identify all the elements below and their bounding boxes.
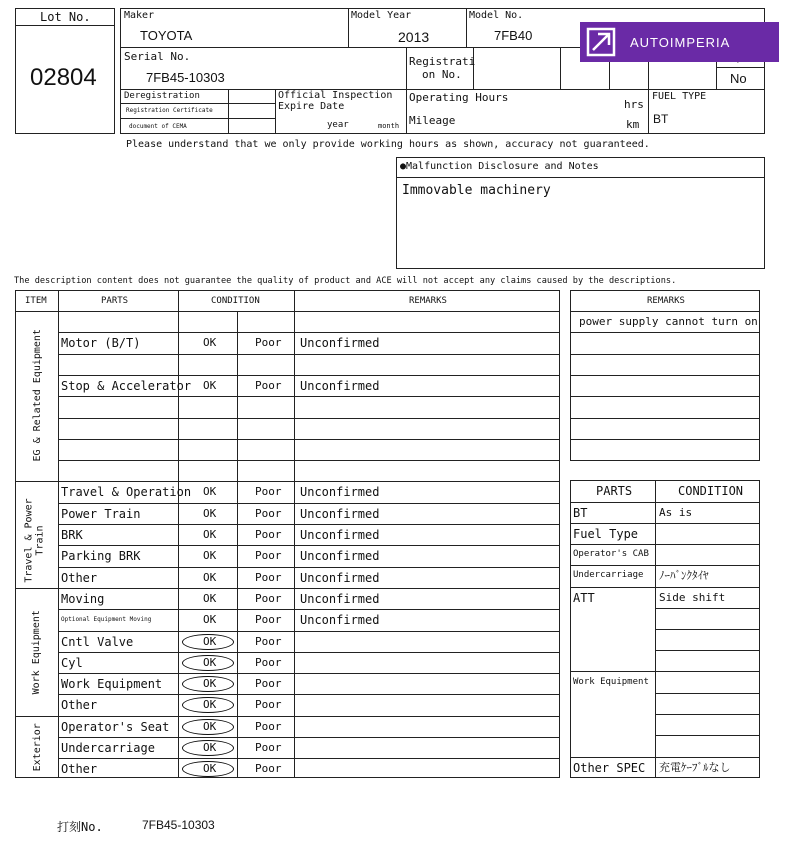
autoimperia-logo — [580, 22, 779, 62]
spec-col-parts: PARTS — [596, 484, 633, 498]
table-row-condition-poor: Poor — [255, 741, 282, 754]
ok-circle-mark — [182, 719, 234, 735]
autoimperia-logo-icon — [586, 27, 616, 57]
table-row-condition-poor: Poor — [255, 613, 282, 626]
table-row-condition-poor: Poor — [255, 720, 282, 733]
spec-divider — [655, 629, 760, 630]
divider — [396, 177, 765, 178]
row-divider — [58, 673, 560, 674]
table-row-condition-ok: OK — [203, 720, 217, 733]
table-row-remark: Unconfirmed — [300, 507, 380, 521]
spec-part: ATT — [573, 591, 595, 605]
remark-divider — [570, 354, 760, 355]
table-row-condition-poor: Poor — [255, 336, 282, 349]
row-divider — [58, 737, 560, 738]
group-eg: EG & Related Equipment — [31, 329, 43, 462]
remark-divider — [570, 418, 760, 419]
table-row-condition-poor: Poor — [255, 698, 282, 711]
table-row-part: Motor (B/T) — [61, 336, 141, 350]
table-row-condition-ok: OK — [203, 656, 217, 669]
working-hours-notice: Please understand that we only provide working hours as shown, accuracy not guaranteed. — [126, 139, 650, 150]
row-divider — [58, 332, 560, 333]
row-divider — [58, 439, 560, 440]
malfunction-title: ●Malfunction Disclosure and Notes — [400, 161, 599, 172]
table-row-condition-ok: OK — [203, 613, 217, 626]
col-remarks: REMARKS — [409, 296, 447, 306]
table-row-condition-ok: OK — [203, 762, 217, 775]
table-row-remark: Unconfirmed — [300, 379, 380, 393]
operating-hours-label: Operating Hours — [409, 91, 509, 104]
divider — [120, 47, 580, 48]
table-row-part: BRK — [61, 528, 83, 542]
spec-value: As is — [659, 506, 693, 519]
table-row-condition-poor: Poor — [255, 762, 282, 775]
registration-label: on No. — [422, 68, 462, 81]
row-divider — [15, 588, 560, 589]
table-row-remark: Unconfirmed — [300, 336, 380, 350]
table-row-condition-ok: OK — [203, 336, 217, 349]
maker-label: Maker — [124, 10, 155, 21]
km-label: km — [626, 118, 640, 131]
divider — [228, 89, 229, 134]
model-year-value: 2013 — [398, 29, 430, 45]
table-row-condition-ok: OK — [203, 485, 217, 498]
stamp-no-label: 打刻No. — [57, 820, 103, 834]
row-divider — [58, 694, 560, 695]
table-row-remark: Unconfirmed — [300, 613, 380, 627]
lot-number: 02804 — [30, 64, 97, 91]
month-label: month — [378, 122, 400, 130]
divider — [716, 67, 765, 68]
inspection-label: Expire Date — [278, 101, 345, 112]
row-divider — [58, 460, 560, 461]
row-divider — [58, 524, 560, 525]
divider — [275, 89, 276, 134]
row-divider — [58, 354, 560, 355]
table-row-part: Cntl Valve — [61, 635, 134, 649]
inspection-label: Official Inspection — [278, 90, 393, 101]
remark-divider — [570, 311, 760, 312]
table-row-condition-ok: OK — [203, 549, 217, 562]
table-row-part: Operator's Seat — [61, 720, 170, 734]
divider — [348, 8, 349, 47]
table-row-part: Stop & Accelerator — [61, 379, 192, 393]
model-no-value: 7FB40 — [494, 28, 533, 43]
divider — [466, 8, 467, 47]
table-row-condition-poor: Poor — [255, 571, 282, 584]
spec-part: Fuel Type — [573, 527, 639, 541]
fuel-type-label: FUEL TYPE — [652, 91, 707, 102]
table-row-condition-poor: Poor — [255, 528, 282, 541]
table-row-condition-poor: Poor — [255, 507, 282, 520]
table-row-part: Optional Equipment Moving — [61, 616, 152, 623]
spec-part: Undercarriage — [573, 570, 644, 580]
table-row-part: Work Equipment — [61, 677, 163, 691]
table-row-part: Other — [61, 698, 98, 712]
spec-part: Other SPEC — [573, 761, 646, 775]
ok-circle-mark — [182, 634, 234, 650]
group-travel — [25, 481, 46, 601]
right-remarks-title: REMARKS — [647, 296, 685, 306]
divider — [473, 47, 474, 89]
spec-divider — [570, 544, 760, 545]
mileage-label: Mileage — [409, 114, 456, 127]
row-divider — [58, 567, 560, 568]
table-row-condition-poor: Poor — [255, 635, 282, 648]
spec-divider — [655, 650, 760, 651]
divider — [406, 47, 407, 134]
table-row-condition-poor: Poor — [255, 485, 282, 498]
spec-divider — [570, 671, 760, 672]
spec-value: 充電ｹｰﾌﾞﾙなし — [659, 761, 731, 774]
table-row-part: Power Train — [61, 507, 141, 521]
table-row-condition-ok: OK — [203, 379, 217, 392]
stamp-no-value: 7FB45-10303 — [142, 818, 215, 832]
malfunction-box — [396, 157, 765, 269]
model-no-label: Model No. — [469, 10, 524, 21]
spec-part: Operator's CAB — [573, 549, 649, 559]
spec-divider — [655, 714, 760, 715]
remark-divider — [570, 375, 760, 376]
table-row-condition-ok: OK — [203, 592, 217, 605]
spec-divider — [655, 693, 760, 694]
spec-col-condition: CONDITION — [678, 484, 744, 498]
spec-value: Side shift — [659, 591, 726, 604]
disclaimer: The description content does not guarantee the quality of product and ACE will not accept any claims caused by the descriptions. — [14, 276, 677, 286]
spec-divider — [570, 565, 760, 566]
row-divider — [58, 609, 560, 610]
remark-line: power supply cannot turn on — [579, 315, 758, 328]
ac-value: No — [730, 71, 747, 86]
table-row-part: Travel & Operation — [61, 485, 192, 499]
table-row-condition-ok: OK — [203, 698, 217, 711]
divider — [120, 103, 275, 104]
deregistration-sub: Registration Certificate — [126, 107, 213, 114]
table-row-condition-ok: OK — [203, 677, 217, 690]
maker-value: TOYOTA — [140, 28, 193, 43]
table-row-condition-ok: OK — [203, 635, 217, 648]
row-divider — [58, 545, 560, 546]
table-row-part: Moving — [61, 592, 105, 606]
row-divider — [58, 631, 560, 632]
spec-part: BT — [573, 506, 588, 520]
remark-divider — [570, 439, 760, 440]
spec-divider — [570, 587, 760, 588]
table-row-condition-poor: Poor — [255, 549, 282, 562]
table-row-remark: Unconfirmed — [300, 549, 380, 563]
spec-divider — [570, 523, 760, 524]
row-divider — [15, 716, 560, 717]
table-row-remark: Unconfirmed — [300, 571, 380, 585]
spec-divider — [655, 735, 760, 736]
spec-value: ﾉｰﾊﾞﾝｸﾀｲﾔ — [659, 569, 709, 582]
ok-circle-mark — [182, 761, 234, 777]
divider — [120, 118, 275, 119]
table-row-condition-poor: Poor — [255, 656, 282, 669]
ok-circle-mark — [182, 740, 234, 756]
ok-circle-mark — [182, 676, 234, 692]
col-parts: PARTS — [101, 296, 129, 306]
malfunction-text: Immovable machinery — [402, 183, 551, 198]
group-exterior: Exterior — [31, 723, 43, 772]
deregistration-sub: document of CEMA — [129, 123, 187, 130]
table-row-part: Undercarriage — [61, 741, 155, 755]
divider — [120, 89, 765, 90]
table-row-remark: Unconfirmed — [300, 592, 380, 606]
table-row-remark: Unconfirmed — [300, 528, 380, 542]
deregistration-label: Deregistration — [124, 91, 200, 101]
table-row-condition-poor: Poor — [255, 592, 282, 605]
divider — [294, 290, 295, 778]
row-divider — [58, 503, 560, 504]
spec-part: Work Equipment — [573, 677, 649, 687]
spec-divider — [570, 757, 760, 758]
fuel-type-value: BT — [653, 112, 669, 126]
model-year-label: Model Year — [351, 10, 412, 21]
row-divider — [58, 758, 560, 759]
row-divider — [58, 375, 560, 376]
spec-divider — [570, 502, 760, 503]
row-divider — [58, 652, 560, 653]
group-work: Work Equipment — [30, 610, 42, 695]
table-row-condition-ok: OK — [203, 528, 217, 541]
table-row-part: Parking BRK — [61, 549, 141, 563]
table-row-part: Other — [61, 571, 98, 585]
divider — [15, 311, 560, 312]
group-travel-line1: Travel & Power — [23, 498, 35, 583]
remark-divider — [570, 332, 760, 333]
table-row-condition-ok: OK — [203, 741, 217, 754]
serial-label: Serial No. — [124, 50, 191, 63]
table-row-remark: Unconfirmed — [300, 485, 380, 499]
row-divider — [58, 418, 560, 419]
col-condition: CONDITION — [211, 296, 260, 306]
divider — [178, 290, 179, 778]
row-divider — [15, 481, 560, 482]
registration-label: Registrati — [409, 55, 476, 68]
ok-circle-mark — [182, 697, 234, 713]
col-item: ITEM — [25, 296, 47, 306]
table-row-part: Other — [61, 762, 98, 776]
spec-divider — [655, 608, 760, 609]
table-row-condition-poor: Poor — [255, 379, 282, 392]
lot-label: Lot No. — [40, 10, 91, 24]
table-row-condition-poor: Poor — [255, 677, 282, 690]
year-label: year — [327, 120, 349, 130]
logo-text: AUTOIMPERIA — [630, 34, 731, 50]
ok-circle-mark — [182, 655, 234, 671]
table-row-condition-ok: OK — [203, 507, 217, 520]
divider — [15, 25, 115, 26]
divider — [560, 47, 561, 89]
table-row-part: Cyl — [61, 656, 83, 670]
row-divider — [58, 396, 560, 397]
group-travel-line2: Train — [34, 525, 45, 556]
divider — [58, 290, 59, 778]
hrs-label: hrs — [624, 98, 644, 111]
table-row-condition-ok: OK — [203, 571, 217, 584]
serial-value: 7FB45-10303 — [146, 70, 225, 85]
remark-divider — [570, 396, 760, 397]
